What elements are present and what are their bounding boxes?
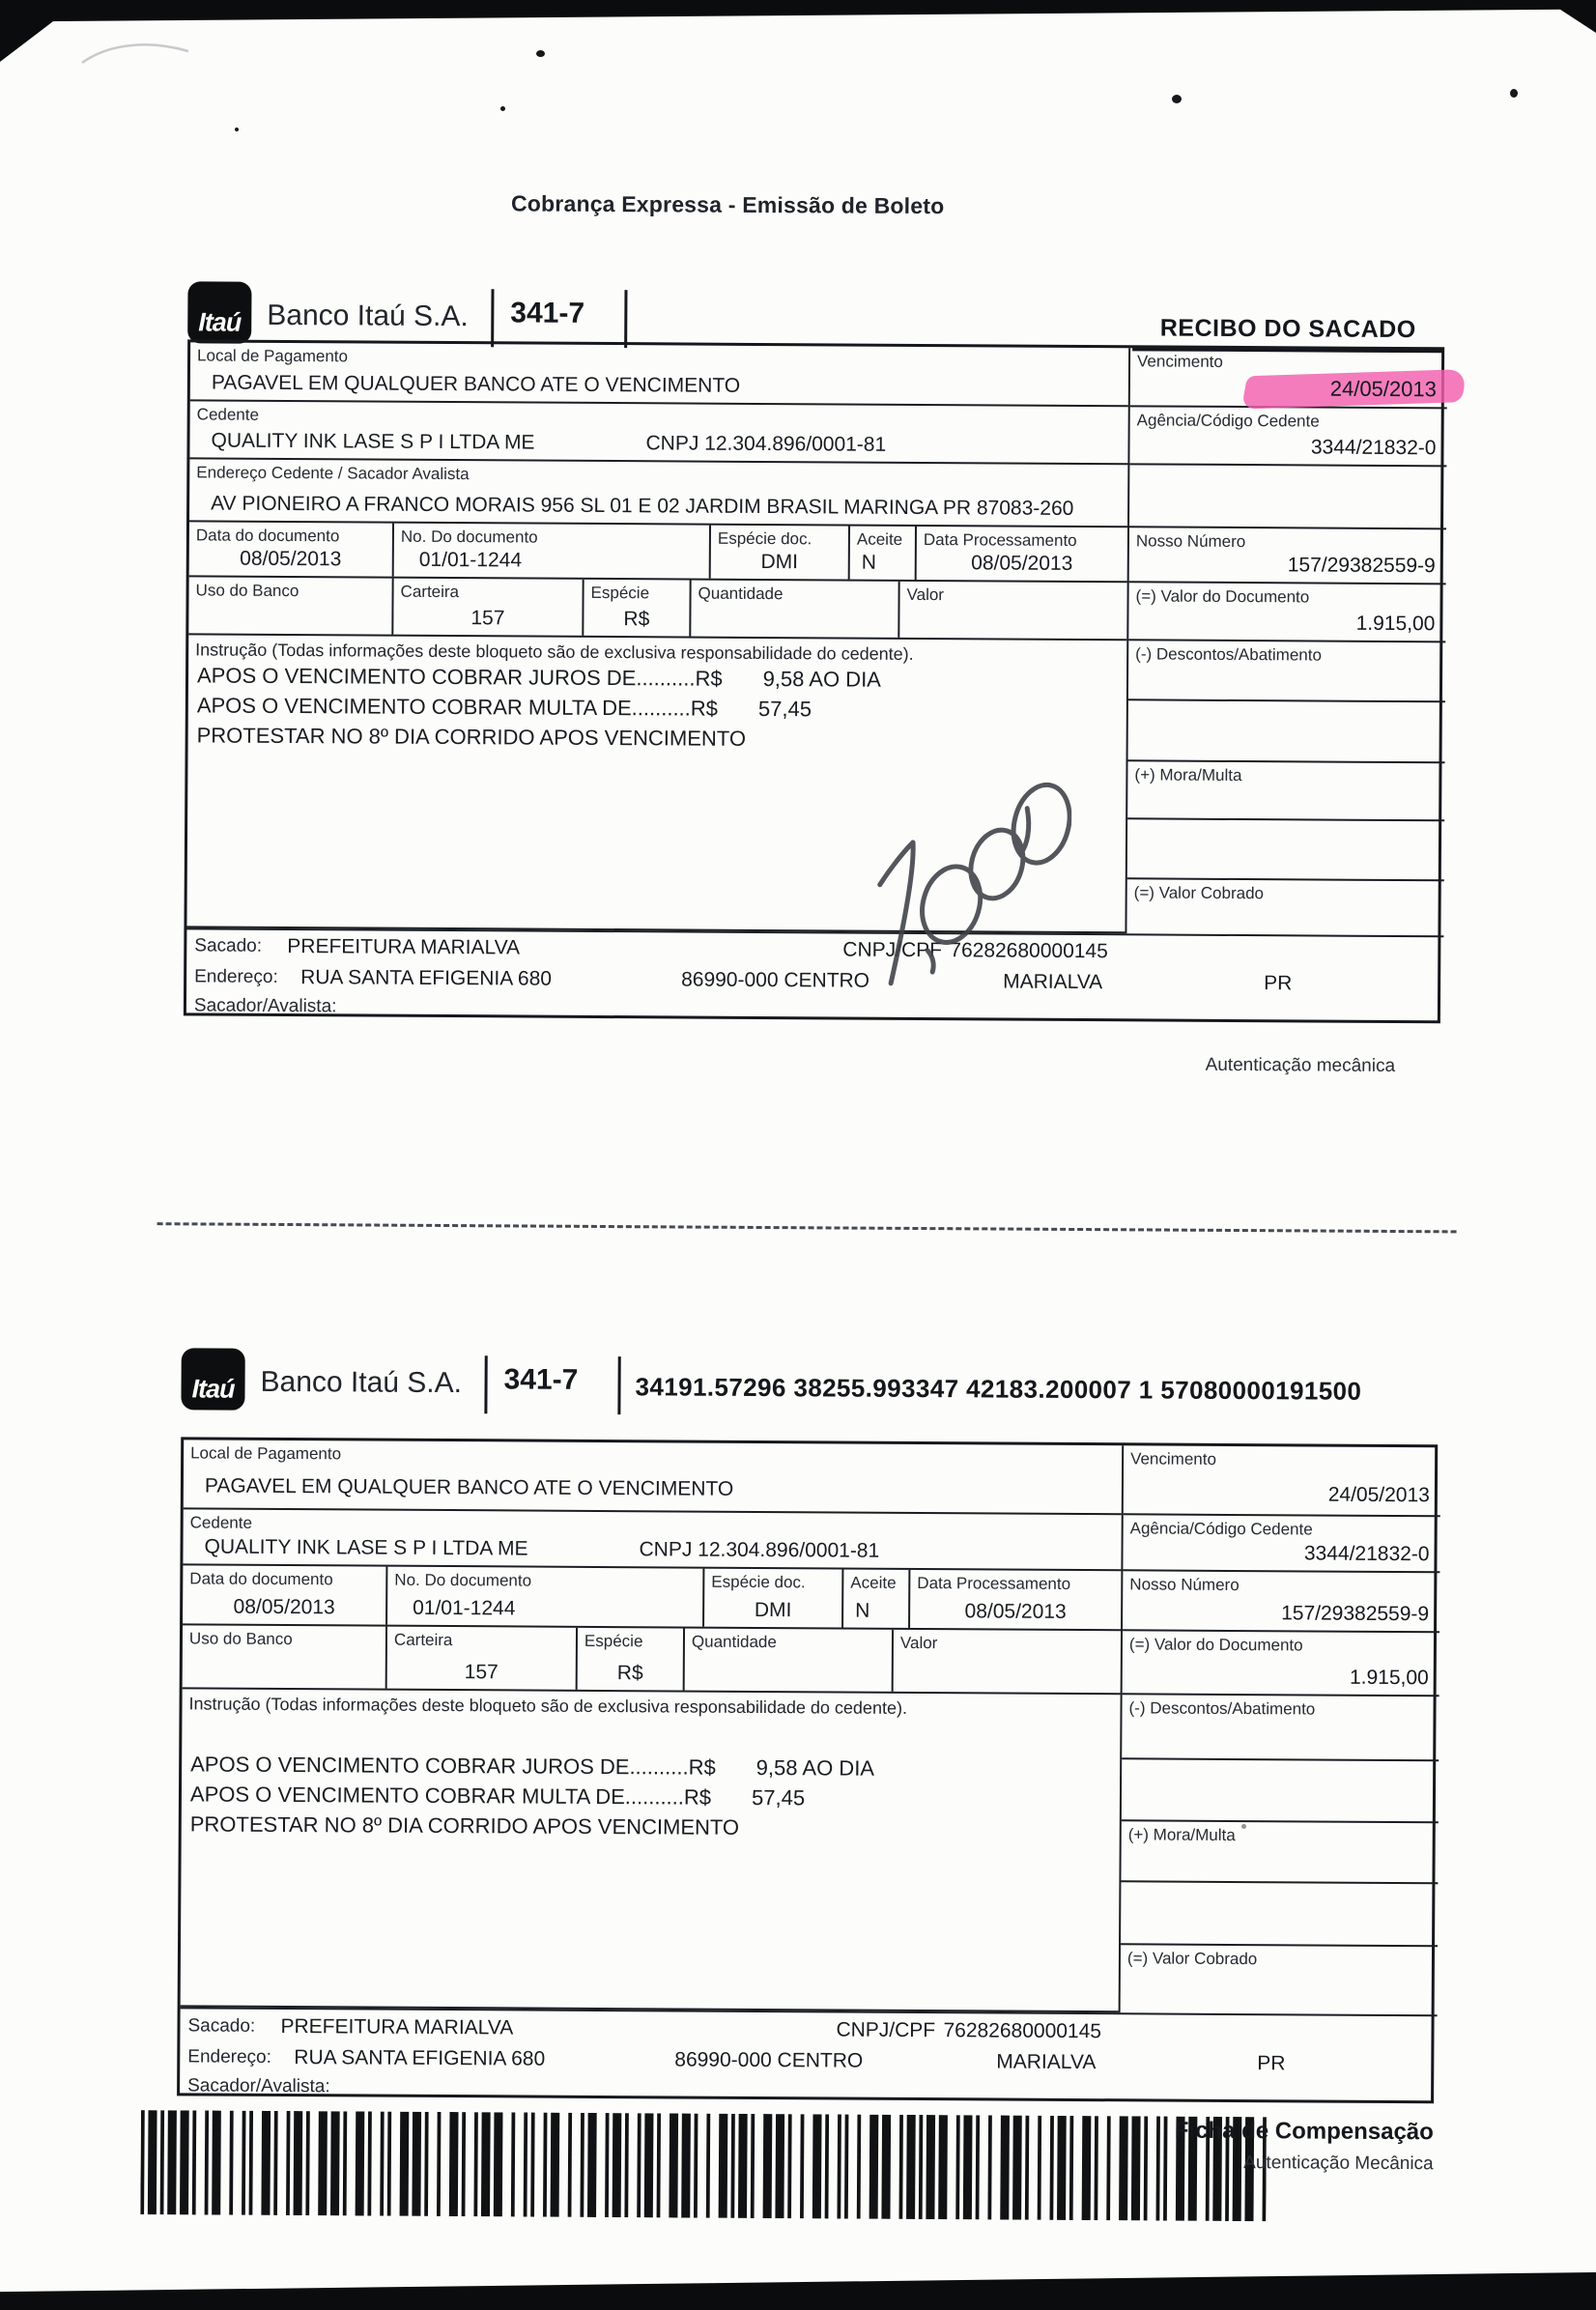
instruction-value: 57,45: [757, 696, 812, 722]
value: QUALITY INK LASE S P I LTDA ME: [211, 429, 535, 454]
field-nosso-numero: [1129, 528, 1446, 585]
instruction-text: APOS O VENCIMENTO COBRAR MULTA DE..........R$: [196, 693, 719, 721]
label: Uso do Banco: [195, 581, 299, 601]
ficha-table: [177, 1437, 1438, 2103]
row-banco: [183, 1625, 1121, 1695]
sacador-avalista-line: [186, 995, 1443, 1026]
value: 1.915,00: [1349, 1666, 1429, 1690]
value: 01/01-1244: [413, 1596, 516, 1620]
field-quantidade: [691, 581, 899, 638]
itau-logo: [181, 1348, 244, 1410]
label: (=) Valor do Documento: [1135, 586, 1310, 607]
field-agencia-codigo: [1123, 1515, 1439, 1573]
empty-box: [1128, 700, 1445, 763]
uf: PR: [1257, 2052, 1286, 2075]
recibo-heading: RECIBO DO SACADO: [1132, 314, 1443, 353]
field-data-documento: [183, 1565, 387, 1624]
label: Valor: [899, 1633, 938, 1653]
instruction-text: APOS O VENCIMENTO COBRAR JUROS DE..........R$: [190, 1752, 716, 1780]
value: N: [861, 551, 877, 574]
field-data-processamento: [917, 527, 1127, 581]
sacado-line: [186, 935, 1443, 970]
field-carteira: [393, 579, 584, 636]
value: PREFEITURA MARIALVA: [287, 934, 521, 959]
itau-logo-text: Itaú: [198, 307, 242, 337]
field-instrucao: [181, 1689, 1121, 2012]
instruction-line: [182, 1809, 1120, 1844]
field-mora-multa: [1121, 1821, 1438, 1884]
label: Agência/Código Cedente: [1129, 1519, 1313, 1539]
ficha-compensacao-title: Ficha de Compensação: [1174, 2117, 1434, 2146]
field-especie: [578, 1628, 685, 1691]
field-especie-doc: [711, 526, 850, 580]
value: 3344/21832-0: [1310, 436, 1437, 460]
label: Quantidade: [698, 584, 784, 604]
value: R$: [616, 1662, 643, 1685]
label: No. Do documento: [400, 527, 538, 547]
label: Endereço Cedente / Sacador Avalista: [196, 463, 470, 484]
field-aceite: [850, 527, 917, 580]
field-uso-banco: [188, 577, 393, 634]
value: RUA SANTA EFIGENIA 680: [294, 2046, 546, 2070]
value: N: [855, 1599, 870, 1622]
instruction-value: 9,58 AO DIA: [755, 1754, 875, 1781]
label: Sacador/Avalista:: [187, 2075, 330, 2097]
label: Instrução (Todas informações deste bloqueto são de exclusiva responsabilidade do cedente).: [195, 640, 914, 664]
field-aceite: [843, 1570, 910, 1628]
label: Cedente: [189, 1513, 253, 1532]
autenticacao-mecanica: Autenticação Mecânica: [1243, 2153, 1434, 2175]
header-divider: [491, 289, 494, 347]
label: Aceite: [856, 529, 903, 549]
empty-box: [1122, 1759, 1439, 1823]
value: 1.915,00: [1355, 612, 1436, 636]
value: 24/05/2013: [1327, 1483, 1430, 1507]
value: PREFEITURA MARIALVA: [280, 2014, 514, 2039]
value: 01/01-1244: [418, 548, 523, 572]
field-valor-documento: [1123, 1631, 1439, 1697]
field-especie-doc: [704, 1569, 843, 1628]
value: DMI: [760, 550, 799, 574]
label: No. Do documento: [394, 1570, 532, 1590]
field-valor: [899, 582, 1126, 639]
right-column: [1125, 348, 1447, 935]
label: Cedente: [196, 405, 260, 424]
header-divider: [484, 1355, 487, 1413]
bank-name: Banco Itaú S.A.: [267, 299, 469, 333]
instruction-text: PROTESTAR NO 8º DIA CORRIDO APOS VENCIMENTO: [196, 723, 747, 751]
digitable-line: 34191.57296 38255.993347 42183.200007 1 57080000191500: [635, 1372, 1362, 1406]
field-agencia-codigo: [1129, 407, 1446, 467]
cidade: MARIALVA: [1003, 970, 1103, 994]
field-data-documento: [189, 522, 394, 576]
label: Nosso Número: [1129, 1575, 1240, 1595]
field-cedente: [189, 401, 1127, 465]
value: RUA SANTA EFIGENIA 680: [300, 966, 553, 990]
label: Aceite: [850, 1573, 897, 1592]
right-column: [1119, 1445, 1441, 2014]
label: Espécie: [590, 583, 650, 603]
header-divider: [624, 290, 627, 348]
label: Quantidade: [691, 1632, 777, 1652]
value: 157: [464, 1661, 499, 1684]
field-nosso-numero: [1123, 1571, 1439, 1633]
label: (+) Mora/Multa: [1134, 765, 1242, 785]
field-no-documento: [394, 524, 711, 579]
label: Data do documento: [189, 1569, 333, 1589]
instruction-text: APOS O VENCIMENTO COBRAR MULTA DE..........R$: [189, 1782, 712, 1810]
cidade: MARIALVA: [996, 2050, 1097, 2074]
label: Sacador/Avalista:: [193, 995, 337, 1017]
label: (-) Descontos/Abatimento: [1128, 1698, 1316, 1719]
cedente-cnpj: CNPJ 12.304.896/0001-81: [639, 1538, 880, 1562]
value: 08/05/2013: [971, 552, 1073, 575]
row-documento: [189, 522, 1127, 583]
label: Local de Pagamento: [190, 1443, 342, 1464]
value: 3344/21832-0: [1303, 1542, 1430, 1566]
label: Data do documento: [195, 526, 340, 546]
value: 157/29382559-9: [1281, 1602, 1430, 1626]
label: Agência/Código Cedente: [1136, 411, 1320, 431]
label: Endereço:: [187, 2046, 272, 2068]
label: Instrução (Todas informações deste bloqueto são de exclusiva responsabilidade do cedente).: [188, 1694, 908, 1718]
label: Vencimento: [1130, 1449, 1217, 1469]
label: (=) Valor Cobrado: [1133, 883, 1265, 903]
itau-logo-text: Itaú: [191, 1374, 235, 1404]
field-local-pagamento: [190, 342, 1128, 407]
label: Espécie doc.: [711, 1572, 806, 1592]
label: Sacado:: [194, 935, 263, 956]
field-valor-documento: [1128, 583, 1445, 642]
value: 08/05/2013: [233, 1595, 335, 1619]
empty-box: [1121, 1882, 1438, 1947]
value: AV PIONEIRO A FRANCO MORAIS 956 SL 01 E 02 JARDIM BRASIL MARINGA PR 87083-260: [211, 492, 1074, 520]
value: 08/05/2013: [964, 1600, 1067, 1623]
field-descontos: [1122, 1695, 1439, 1761]
label: Local de Pagamento: [197, 346, 349, 366]
label: Espécie doc.: [717, 528, 812, 549]
value: QUALITY INK LASE S P I LTDA ME: [204, 1535, 528, 1560]
uf: PR: [1264, 972, 1293, 995]
label: Carteira: [400, 582, 460, 602]
sacado-block: [186, 927, 1444, 1026]
cnpj-cpf-label: CNPJ/CPF: [842, 938, 943, 962]
bank-name: Banco Itaú S.A.: [260, 1365, 463, 1400]
label: Data Processamento: [923, 530, 1077, 550]
field-endereco-cedente: [189, 459, 1127, 528]
cedente-cnpj: CNPJ 12.304.896/0001-81: [645, 432, 887, 456]
empty-box: [1129, 465, 1446, 529]
header-divider: [617, 1356, 620, 1414]
row-banco: [188, 577, 1126, 641]
value: PAGAVEL EM QUALQUER BANCO ATE O VENCIMENTO: [204, 1474, 734, 1500]
value: PAGAVEL EM QUALQUER BANCO ATE O VENCIMENTO: [211, 371, 741, 397]
cep-bairro: 86990-000 CENTRO: [674, 2048, 864, 2072]
value: R$: [623, 608, 650, 631]
value: 08/05/2013: [240, 547, 342, 571]
label: Espécie: [584, 1631, 643, 1651]
value: 157: [470, 607, 505, 630]
instruction-text: APOS O VENCIMENTO COBRAR JUROS DE..........R$: [196, 663, 723, 691]
label: (=) Valor do Documento: [1128, 1635, 1303, 1655]
field-cedente: [183, 1509, 1121, 1571]
label: Data Processamento: [917, 1573, 1071, 1593]
recibo-table: [184, 339, 1444, 1023]
label: (-) Descontos/Abatimento: [1135, 644, 1323, 665]
field-local-pagamento: [184, 1440, 1122, 1515]
field-vencimento: [1130, 348, 1447, 409]
label: Nosso Número: [1135, 531, 1246, 552]
cnpj-cpf-value: 76282680000145: [950, 939, 1108, 963]
value: 24/05/2013: [1329, 376, 1437, 402]
label: Valor: [906, 585, 945, 605]
field-carteira: [387, 1627, 578, 1690]
field-valor-cobrado: [1121, 1945, 1438, 2014]
sacador-avalista-line: [180, 2075, 1437, 2106]
sacado-line: [180, 2015, 1437, 2050]
field-valor: [894, 1630, 1121, 1693]
field-no-documento: [387, 1567, 704, 1627]
instruction-text: PROTESTAR NO 8º DIA CORRIDO APOS VENCIMENTO: [189, 1811, 740, 1839]
bank-code: 341-7: [510, 297, 585, 329]
field-vencimento: [1124, 1445, 1440, 1517]
field-descontos: [1128, 641, 1445, 702]
label: Carteira: [393, 1630, 453, 1650]
autenticacao-mecanica: Autenticação mecânica: [1205, 1054, 1396, 1077]
cnpj-cpf-label: CNPJ/CPF: [836, 2018, 936, 2042]
label: Sacado:: [187, 2015, 256, 2037]
field-valor-cobrado: [1126, 879, 1443, 935]
field-uso-banco: [183, 1625, 387, 1688]
instruction-value: 57,45: [751, 1784, 806, 1811]
label: Vencimento: [1136, 352, 1223, 371]
handwritten-note: [819, 749, 1072, 1021]
value: DMI: [754, 1598, 792, 1622]
itau-logo: [187, 281, 251, 343]
cnpj-cpf-value: 76282680000145: [943, 2019, 1102, 2043]
label: (=) Valor Cobrado: [1126, 1949, 1258, 1969]
document-title: Cobrança Expressa - Emissão de Boleto: [510, 190, 945, 219]
detach-dashed-line: [157, 1222, 1457, 1233]
cep-bairro: 86990-000 CENTRO: [681, 968, 870, 992]
sacado-block: [180, 2007, 1438, 2106]
field-data-processamento: [910, 1570, 1121, 1629]
empty-box: [1127, 819, 1444, 881]
instruction-value: 9,58 AO DIA: [762, 666, 881, 692]
label: Uso do Banco: [188, 1629, 293, 1649]
row-documento: [183, 1565, 1121, 1631]
label: (+) Mora/Multa: [1127, 1825, 1236, 1845]
value: 157/29382559-9: [1287, 554, 1436, 578]
label: Endereço:: [194, 966, 278, 987]
bank-code: 341-7: [503, 1363, 579, 1396]
field-quantidade: [685, 1629, 894, 1692]
field-especie: [584, 580, 691, 637]
field-mora-multa: [1127, 761, 1444, 821]
